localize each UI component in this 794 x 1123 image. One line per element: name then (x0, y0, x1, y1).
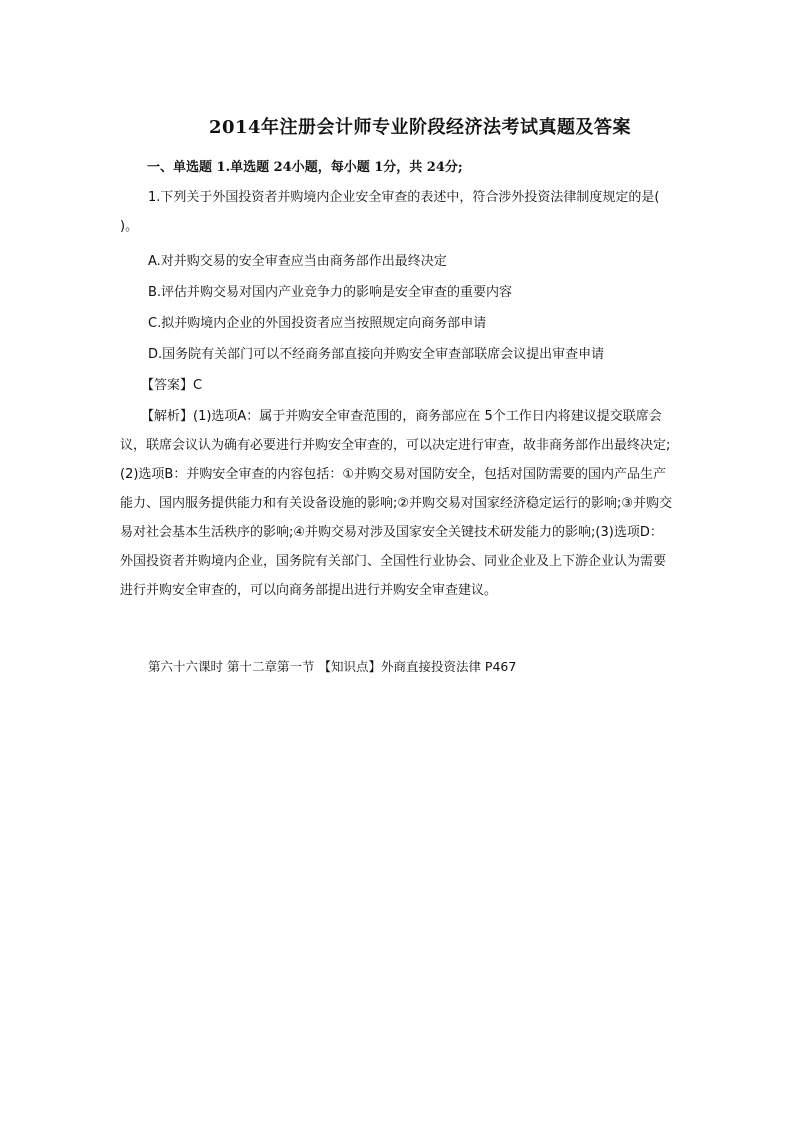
option-a: A.对并购交易的安全审查应当由商务部作出最终决定 (148, 254, 447, 269)
question-stem: 1.下列关于外国投资者并购境内企业安全审查的表述中，符合涉外投资法律制度规定的是( )。 (120, 190, 660, 234)
option-d: D.国务院有关部门可以不经商务部直接向并购安全审查部联席会议提出审查申请 (148, 347, 605, 362)
option-b: B.评估并购交易对国内产业竞争力的影响是安全审查的重要内容 (148, 285, 513, 300)
answer-line: 【答案】C (141, 378, 203, 393)
document-title: 2014年注册会计师专业阶段经济法考试真题及答案 (208, 117, 632, 138)
section-heading: 一、单选题 1.单选题 24小题，每小题 1分，共 24分; (147, 160, 463, 175)
analysis-paragraph: 【解析】(1)选项A：属于并购安全审查范围的，商务部应在 5个工作日内将建议提交联席会议，联席会议认为确有必要进行并购安全审查的，可以决定进行审查，故非商务部作出最终决定;(2)选项B：并购安全审查的内容包括：①并购交易对国防安全，包括对国防需要的国内产品生产能力、国内服务提供能力和有关设备设施的影响;②并购交易对国家经济稳定运行的影响;③并购交易对社会基本生活秩序的影响;④并购交易对涉及国家安全关键技术研发能力的影响;(3)选项D：外国投资者并购境内企业，国务院有关部门、全国性行业协会、同业企业及上下游企业认为需要进行并购安全审查的，可以向商务部提出进行并购安全审查建议。 (120, 409, 673, 598)
footer-note: 第六十六课时 第十二章第一节 【知识点】外商直接投资法律 P467 (148, 659, 517, 674)
option-c: C.拟并购境内企业的外国投资者应当按照规定向商务部申请 (148, 316, 487, 331)
